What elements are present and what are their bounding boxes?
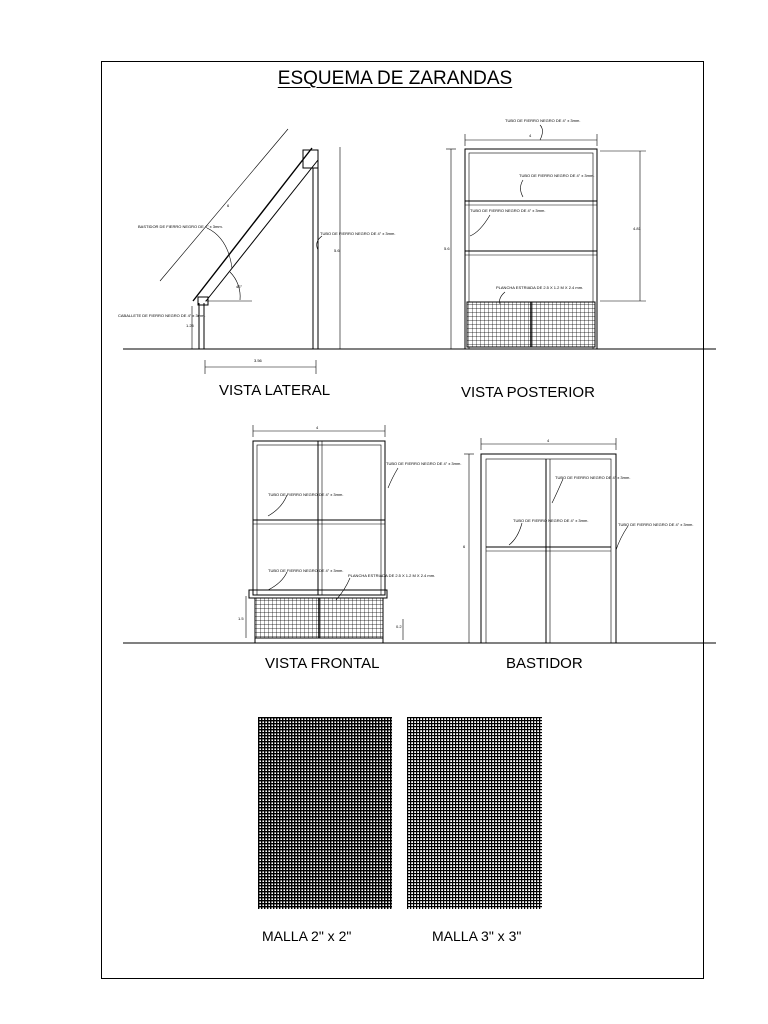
mesh-3x3-swatch [407,717,542,909]
mesh-2x2-swatch [258,717,392,909]
lateral-dim-base: 3.56 [254,358,262,363]
lateral-note-bastidor: BASTIDOR DE FIERRO NEGRO DE 4" x 3mm. [138,224,223,229]
lateral-dim-height: 5.6 [334,248,340,253]
frontal-dim-base: 1.5 [238,616,244,621]
lateral-dim-slope: 6 [227,203,230,208]
frontal-view [246,425,403,643]
posterior-note-plancha: PLANCHA ESTRIADA DE 2.5 X 1.2 M X 2.4 mm. [496,285,584,290]
frontal-dim-foot: 0.2 [396,624,402,629]
bastidor-dim-height: 6 [463,544,466,549]
lateral-view [160,129,340,374]
caption-vista-lateral: VISTA LATERAL [219,382,331,399]
posterior-dim-height: 5.6 [444,246,450,251]
lateral-note-caballete: CABALLETE DE FIERRO NEGRO DE 4" x 3mm. [118,313,206,318]
title-text: ESQUEMA DE ZARANDAS [277,68,513,89]
caption-vista-frontal: VISTA FRONTAL [265,655,380,672]
posterior-dim-width: 4 [529,133,532,138]
bastidor-note-right: TUBO DE FIERRO NEGRO DE 4" x 3mm. [618,522,694,527]
lateral-dim-angle: 45° [236,284,243,289]
posterior-note-mid2: TUBO DE FIERRO NEGRO DE 4" x 3mm. [470,208,546,213]
bastidor-note-top: TUBO DE FIERRO NEGRO DE 4" x 3mm. [555,475,631,480]
caption-vista-posterior: VISTA POSTERIOR [461,384,595,401]
posterior-view [446,125,646,349]
frontal-note-lower: TUBO DE FIERRO NEGRO DE 4" x 3mm. [268,568,344,573]
posterior-note-top: TUBO DE FIERRO NEGRO DE 4" x 3mm. [505,118,581,123]
lateral-note-tubo: TUBO DE FIERRO NEGRO DE 4" x 3mm. [320,231,396,236]
bastidor-dim-width: 4 [547,438,550,443]
lateral-dim-foot: 1.25 [186,323,194,328]
frontal-dim-width: 4 [316,425,319,430]
posterior-note-mid1: TUBO DE FIERRO NEGRO DE 4" x 3mm. [519,173,595,178]
mesh-3x3-label: MALLA 3" x 3" [432,928,522,944]
frontal-note-right: TUBO DE FIERRO NEGRO DE 4" x 3mm. [386,461,462,466]
bastidor-note-mid: TUBO DE FIERRO NEGRO DE 4" x 3mm. [513,518,589,523]
frontal-note-upper: TUBO DE FIERRO NEGRO DE 4" x 3mm. [268,492,344,497]
caption-bastidor: BASTIDOR [506,655,583,672]
posterior-dim-upper: 4.81 [633,226,641,231]
bastidor-view [464,438,631,643]
mesh-2x2-label: MALLA 2" x 2" [262,928,352,944]
frontal-note-plancha: PLANCHA ESTRIADA DE 2.5 X 1.2 M X 2.4 mm. [348,573,436,578]
